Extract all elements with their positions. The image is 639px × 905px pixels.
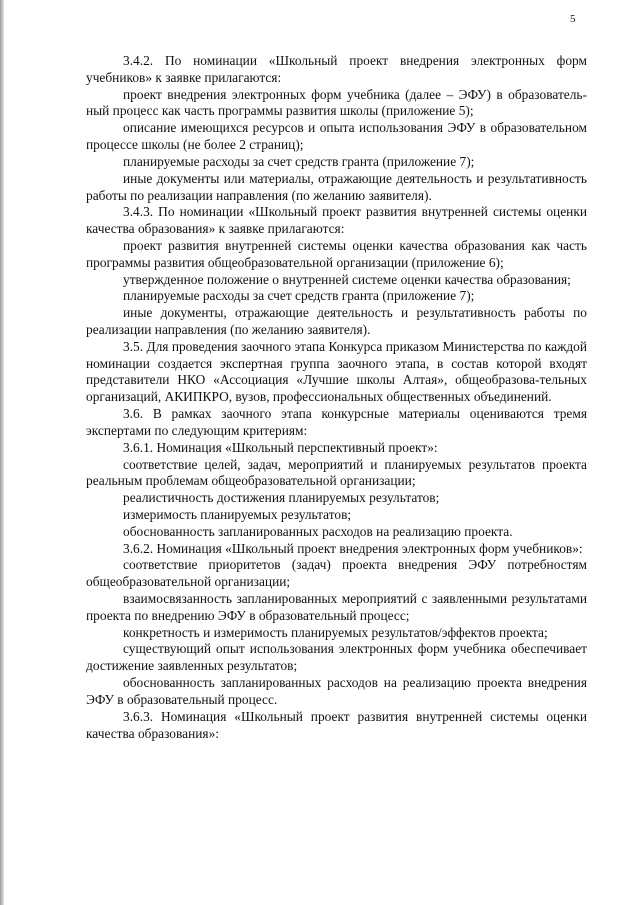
paragraph: конкретность и измеримость планируемых результатов/эффектов проекта; bbox=[123, 624, 548, 640]
paragraph: иные документы или материалы, отражающие деятельность и результативность работы по реализации направления (по желанию заявителя). bbox=[86, 170, 587, 203]
paragraph: 3.5. Для проведения заочного этапа Конкурса приказом Министерства по каждой номинации создается экспертная группа заочного этапа, в состав которой входят представители НКО «Ассоциация «Лучшие школы Алтая», общеобразова-тельных организаций, АКИПКРО, вузов, профессиональных общественных объединений. bbox=[86, 338, 587, 405]
document-body bbox=[86, 53, 587, 742]
paragraph: 3.4.2. По номинации «Школьный проект внедрения электронных форм учебников» к заявке прилагаются: bbox=[86, 53, 587, 85]
paragraph: 3.4.3. По номинации «Школьный проект развития внутренней системы оценки качества образования» к заявке прилагаются: bbox=[86, 204, 587, 237]
paragraph: измеримость планируемых результатов; bbox=[123, 506, 352, 522]
paragraph: 3.6. В рамках заочного этапа конкурсные материалы оцениваются тремя экспертами по следующим критериям: bbox=[86, 406, 587, 438]
paragraph: реалистичность достижения планируемых результатов; bbox=[123, 490, 440, 506]
scan-edge-shadow bbox=[0, 0, 4, 905]
paragraph: проект развития внутренней системы оценки качества образования как часть программы развития общеобразовательной организации (приложение 6); bbox=[86, 237, 587, 270]
paragraph: взаимосвязанность запланированных мероприятий с заявленными результатами проекта по внедрению ЭФУ в образовательный процесс; bbox=[86, 591, 587, 623]
paragraph: 3.6.3. Номинация «Школьный проект развития внутренней системы оценки качества образования»: bbox=[86, 708, 587, 741]
paragraph: планируемые расходы за счет средств гранта (приложение 7); bbox=[123, 288, 475, 304]
paragraph: 3.6.1. Номинация «Школьный перспективный проект»: bbox=[123, 439, 438, 455]
paragraph: 3.6.2. Номинация «Школьный проект внедрения электронных форм учебников»: bbox=[123, 540, 583, 556]
paragraph: соответствие целей, задач, мероприятий и планируемых результатов проекта реальным проблемам общеобразовательной организации; bbox=[86, 456, 587, 489]
paragraph: описание имеющихся ресурсов и опыта использования ЭФУ в образовательном процессе школы (не более 2 страниц); bbox=[86, 120, 587, 153]
page-number: 5 bbox=[570, 13, 576, 25]
paragraph: обоснованность запланированных расходов на реализацию проекта. bbox=[123, 523, 513, 539]
paragraph: обоснованность запланированных расходов на реализацию проекта внедрения ЭФУ в образовательный процесс. bbox=[86, 675, 587, 707]
paragraph: проект внедрения электронных форм учебника (далее – ЭФУ) в образовательный процесс как часть программы развития школы (приложение 5); bbox=[86, 86, 587, 119]
paragraph: утвержденное положение о внутренней системе оценки качества образования; bbox=[123, 271, 571, 287]
paragraph: соответствие приоритетов (задач) проекта внедрения ЭФУ потребностям общеобразовательной организации; bbox=[86, 557, 587, 590]
paragraph: существующий опыт использования электронных форм учебника обеспечивает достижение заявленных результатов; bbox=[86, 641, 587, 674]
paragraph: планируемые расходы за счет средств гранта (приложение 7); bbox=[123, 153, 475, 169]
paragraph: иные документы, отражающие деятельность и результативность работы по реализации направления (по желанию заявителя). bbox=[86, 305, 587, 337]
